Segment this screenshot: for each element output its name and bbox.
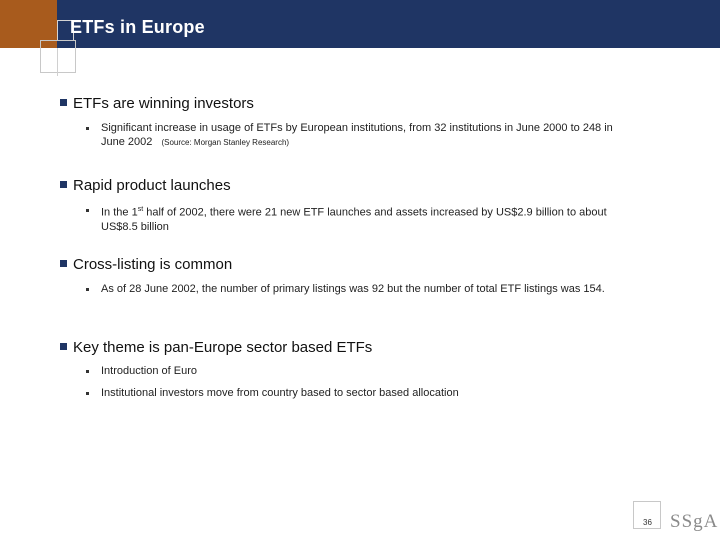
page-number: 36: [643, 518, 652, 527]
bullet-heading-text: Cross-listing is common: [73, 256, 233, 273]
dot-bullet-icon: [86, 392, 89, 395]
decorative-line: [57, 48, 58, 76]
bullet-heading-1: [60, 95, 254, 112]
bullet-heading-text: ETFs are winning investors: [73, 95, 254, 112]
dot-bullet-icon: [86, 127, 89, 130]
square-bullet-icon: [60, 343, 67, 350]
sub-bullet-text: Significant increase in usage of ETFs by European institutions, from 32 institutions in June 2000 to 248 in June 2002: [101, 122, 613, 148]
source-note: (Source: Morgan Stanley Research): [161, 138, 290, 147]
dot-bullet-icon: [86, 370, 89, 373]
square-bullet-icon: [60, 260, 67, 267]
slide-title: ETFs in Europe: [70, 17, 205, 37]
sub-bullet-text: In the 1st half of 2002, there were 21 new ETF launches and assets increased by US$2.9 billion to about US$8.5 billion: [101, 206, 607, 233]
sub-bullet-text: As of 28 June 2002, the number of primary listings was 92 but the number of total ETF listings was 154.: [101, 283, 605, 295]
sub-bullet-text: Introduction of Euro: [101, 365, 198, 377]
sub-bullet-4-2: [86, 386, 621, 400]
bullet-heading-4: [60, 339, 372, 356]
sub-bullet-1-1: [86, 121, 621, 150]
sub-bullet-3-1: [86, 282, 621, 296]
square-bullet-icon: [60, 181, 67, 188]
sub-bullet-2-1: [86, 203, 621, 234]
bullet-heading-text: Key theme is pan-Europe sector based ETFs: [73, 339, 373, 356]
dot-bullet-icon: [86, 209, 89, 212]
bullet-heading-text: Rapid product launches: [73, 177, 231, 194]
sub-bullet-4-1: [86, 364, 621, 378]
company-logo: SSgA: [670, 511, 719, 532]
sub-bullet-text: Institutional investors move from country based to sector based allocation: [101, 387, 459, 399]
square-bullet-icon: [60, 99, 67, 106]
dot-bullet-icon: [86, 288, 89, 291]
decorative-frame: [40, 40, 76, 73]
bullet-heading-3: [60, 256, 232, 273]
bullet-heading-2: [60, 177, 231, 194]
